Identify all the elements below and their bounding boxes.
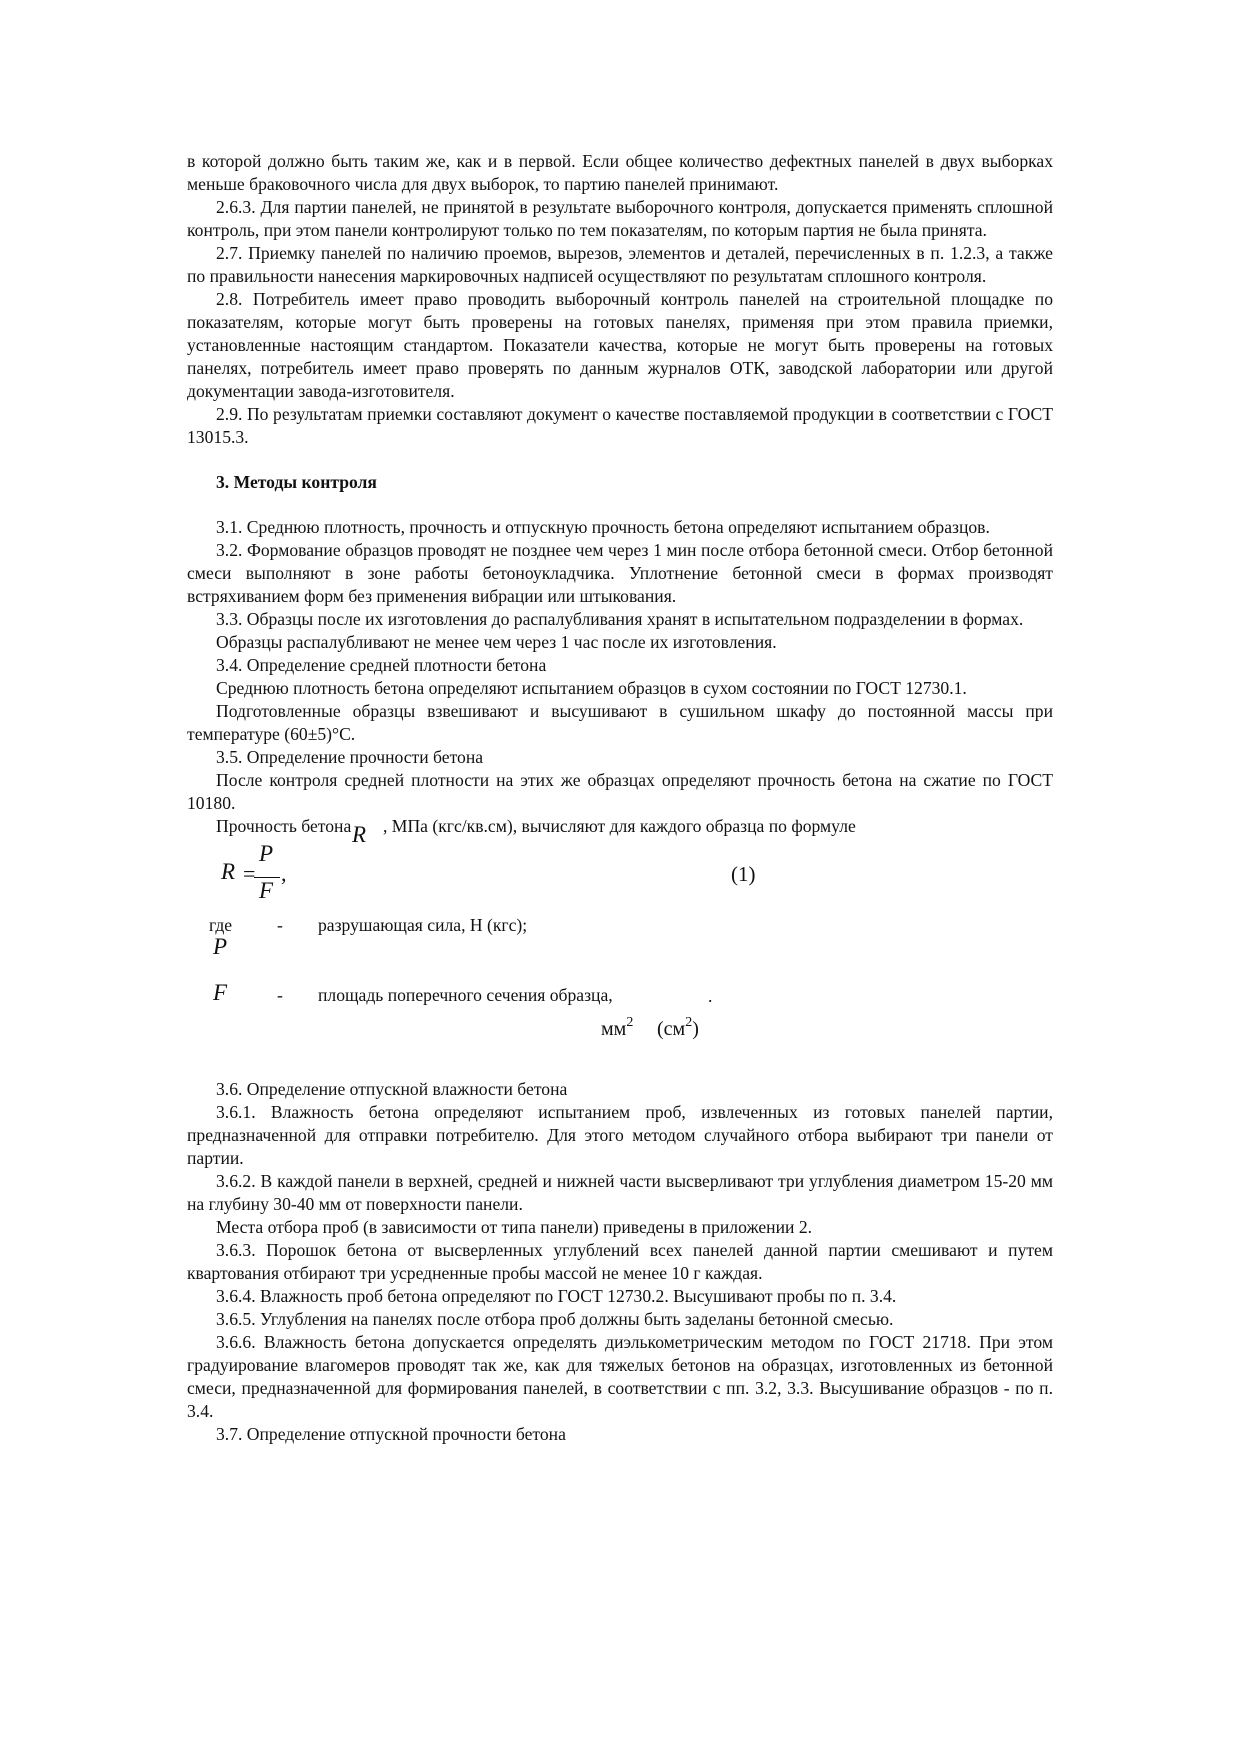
formula-equals: = (243, 861, 256, 886)
paragraph: 3.7. Определение отпускной прочности бетона (216, 1424, 566, 1444)
symbol-f: F (213, 980, 228, 1005)
paragraph: 3.1. Среднюю плотность, прочность и отпускную прочность бетона определяют испытанием образцов. (216, 517, 990, 537)
paragraph: 3.6. Определение отпускной влажности бетона (216, 1079, 568, 1099)
paragraph: 2.8. Потребитель имеет право проводить выборочный контроль панелей на строительной площадке по показателям, которые могут быть проверены на готовых панелях, применяя при этом правила приемки, установленные настоящим стандартом. Показатели качества, которые не могут быть проверены на готовых панелях, потребитель имеет право проверять по данным журналов ОТК, заводской лаборатории или другой документации завода-изготовителя. (187, 289, 1053, 401)
paragraph: 2.6.3. Для партии панелей, не принятой в результате выборочного контроля, допускается применять сплошной контроль, при этом панели контролируют только по тем показателям, по которым партия не была принята. (187, 197, 1053, 240)
paragraph: Подготовленные образцы взвешивают и высушивают в сушильном шкафу до постоянной массы при температуре (60±5)°С. (187, 701, 1053, 744)
period: . (708, 986, 713, 1006)
paragraph: 3.6.2. В каждой панели в верхней, средней и нижней части высверливают три углубления диаметром 15-20 мм на глубину 30-40 мм от поверхности панели. (187, 1171, 1053, 1214)
paragraph: 3.6.5. Углубления на панелях после отбора проб должны быть заделаны бетонной смесью. (216, 1309, 894, 1329)
paragraph: 2.7. Приемку панелей по наличию проемов, вырезов, элементов и деталей, перечисленных в п. 1.2.3, а также по правильности нанесения маркировочных надписей осуществляют по результатам сплошного контроля. (187, 243, 1053, 286)
symbol-r: R (352, 822, 367, 847)
paragraph: 3.6.6. Влажность бетона допускается определять диэлькометрическим методом по ГОСТ 21718. При этом градуирование влагомеров проводят так же, как для тяжелых бетонов на образцах, изготовленных из бетонной смеси, предназначенной для формирования панелей, в соответствии с пп. 3.2, 3.3. Высушивание образцов - по п. 3.4. (187, 1332, 1053, 1421)
dash: - (277, 985, 283, 1005)
formula-comma: , (281, 861, 287, 886)
paragraph: Образцы распалубливают не менее чем через 1 час после их изготовления. (216, 632, 777, 652)
paragraph: После контроля средней плотности на этих же образцах определяют прочность бетона на сжатие по ГОСТ 10180. (187, 770, 1053, 813)
document-body (187, 150, 1053, 1446)
paragraph: 3.4. Определение средней плотности бетона (216, 655, 547, 675)
paragraph: 3.6.1. Влажность бетона определяют испытанием проб, извлеченных из готовых панелей партии, предназначенной для отправки потребителю. Для этого методом случайного отбора выбирают три панели от партии. (187, 1102, 1053, 1168)
dash: - (277, 915, 283, 935)
paragraph: 3.6.4. Влажность проб бетона определяют по ГОСТ 12730.2. Высушивают пробы по п. 3.4. (216, 1286, 897, 1306)
formula-numerator: P (259, 841, 274, 866)
paragraph: Среднюю плотность бетона определяют испытанием образцов в сухом состоянии по ГОСТ 12730.1. (216, 678, 967, 698)
paren-close: ) (692, 1018, 699, 1040)
unit-mm2 (601, 1011, 633, 1041)
unit-mm: мм (601, 1018, 627, 1040)
formula-number: (1) (731, 862, 756, 886)
p-description: разрушающая сила, Н (кгс); (318, 915, 528, 935)
paragraph: 2.9. По результатам приемки составляют документ о качестве поставляемой продукции в соответствии с ГОСТ 13015.3. (187, 404, 1053, 447)
exponent: 2 (685, 1015, 693, 1030)
paragraph: 3.6.3. Порошок бетона от высверленных углублений всех панелей данной партии смешивают и путем квартования отбирают три усредненные пробы массой не менее 10 г каждая. (187, 1240, 1053, 1283)
paragraph: 3.5. Определение прочности бетона (216, 747, 484, 767)
unit-cm2 (657, 1011, 699, 1041)
unit-cm: (см (657, 1018, 686, 1040)
formula-intro-rest: , МПа (кгс/кв.см), вычисляют для каждого образца по формуле (383, 816, 856, 836)
section-heading: 3. Методы контроля (216, 472, 377, 492)
symbol-p: P (213, 934, 228, 959)
formula-denominator: F (259, 878, 274, 903)
where-label: где (209, 915, 233, 935)
formula-block (187, 815, 1053, 1078)
paragraph: 3.3. Образцы после их изготовления до распалубливания хранят в испытательном подразделении в формах. (216, 609, 1024, 629)
formula-intro: Прочность бетона (216, 816, 352, 836)
paragraph: в которой должно быть таким же, как и в первой. Если общее количество дефектных панелей в двух выборках меньше браковочного числа для двух выборок, то партию панелей принимают. (187, 151, 1053, 194)
paragraph: 3.2. Формование образцов проводят не позднее чем через 1 мин после отбора бетонной смеси. Отбор бетонной смеси выполняют в зоне работы бетоноукладчика. Уплотнение бетонной смеси в формах производят встряхиванием форм без применения вибрации или штыкования. (187, 540, 1053, 606)
formula-r: R (221, 859, 236, 884)
f-description: площадь поперечного сечения образца, (318, 985, 613, 1005)
exponent: 2 (626, 1015, 634, 1030)
paragraph: Места отбора проб (в зависимости от типа панели) приведены в приложении 2. (216, 1217, 813, 1237)
